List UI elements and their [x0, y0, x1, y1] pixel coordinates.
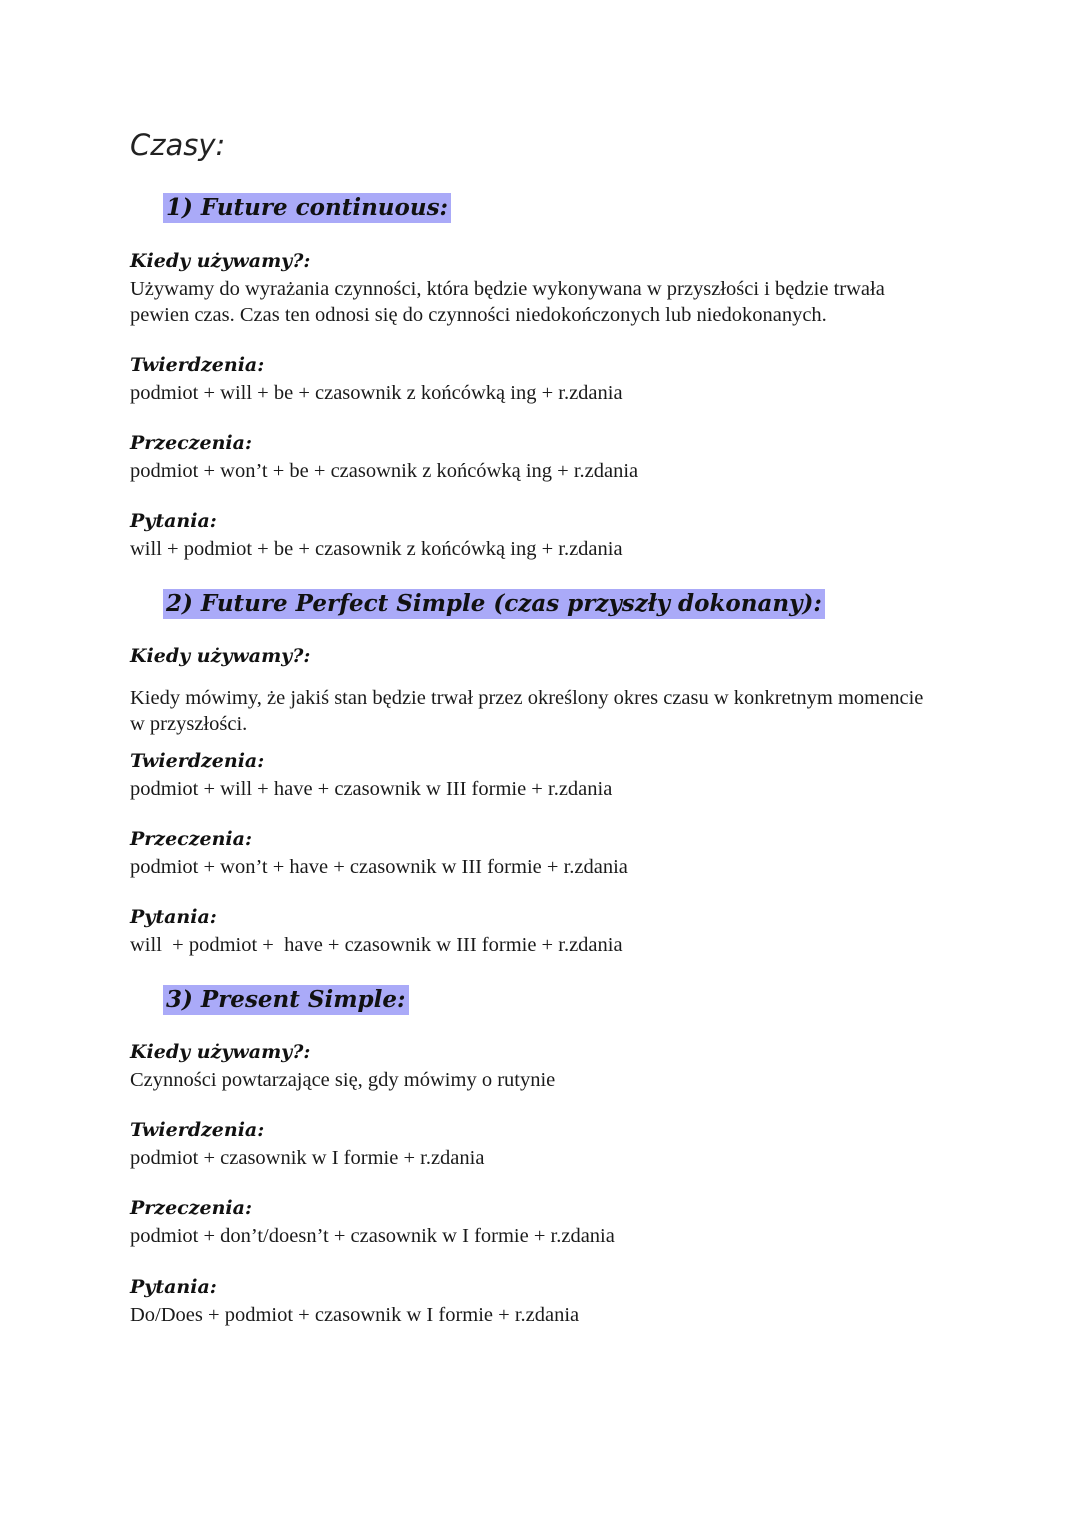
when-text: Kiedy mówimy, że jakiś stan będzie trwał przez określony okres czasu w konkretnym momencie w przyszłości. [130, 687, 924, 735]
question-formula: will + podmiot + be + czasownik z końcówką ing + r.zdania [130, 538, 623, 560]
section-heading-future-perfect-simple: 2) Future Perfect Simple (czas przyszły dokonany): [163, 589, 825, 619]
affirmative-formula: podmiot + czasownik w I formie + r.zdania [130, 1147, 485, 1169]
affirmative-label: Twierdzenia: [130, 354, 265, 376]
when-text: Używamy do wyrażania czynności, która będzie wykonywana w przyszłości i będzie trwała pewien czas. Czas ten odnosi się do czynności niedokończonych lub niedokonanych. [130, 278, 885, 326]
affirmative-formula: podmiot + will + have + czasownik w III formie + r.zdania [130, 778, 613, 800]
question-label: Pytania: [130, 906, 217, 928]
affirmative-formula: podmiot + will + be + czasownik z końcówką ing + r.zdania [130, 382, 623, 404]
affirmative-label: Twierdzenia: [130, 750, 265, 772]
section-heading-future-continuous: 1) Future continuous: [163, 193, 451, 223]
negative-formula: podmiot + don’t/doesn’t + czasownik w I formie + r.zdania [130, 1225, 615, 1247]
question-formula: Do/Does + podmiot + czasownik w I formie + r.zdania [130, 1304, 580, 1326]
page-title: Czasy: [130, 128, 226, 162]
negative-label: Przeczenia: [130, 1197, 252, 1219]
negative-formula: podmiot + won’t + be + czasownik z końcówką ing + r.zdania [130, 460, 639, 482]
question-label: Pytania: [130, 510, 217, 532]
negative-label: Przeczenia: [130, 828, 252, 850]
when-label: Kiedy używamy?: [130, 1041, 311, 1063]
when-text: Czynności powtarzające się, gdy mówimy o rutynie [130, 1069, 556, 1091]
negative-label: Przeczenia: [130, 432, 252, 454]
section-heading-present-simple: 3) Present Simple: [163, 985, 409, 1015]
when-label: Kiedy używamy?: [130, 250, 311, 272]
negative-formula: podmiot + won’t + have + czasownik w III formie + r.zdania [130, 856, 628, 878]
when-label: Kiedy używamy?: [130, 645, 311, 667]
affirmative-label: Twierdzenia: [130, 1119, 265, 1141]
question-label: Pytania: [130, 1276, 217, 1298]
question-formula: will + podmiot + have + czasownik w III formie + r.zdania [130, 934, 623, 956]
